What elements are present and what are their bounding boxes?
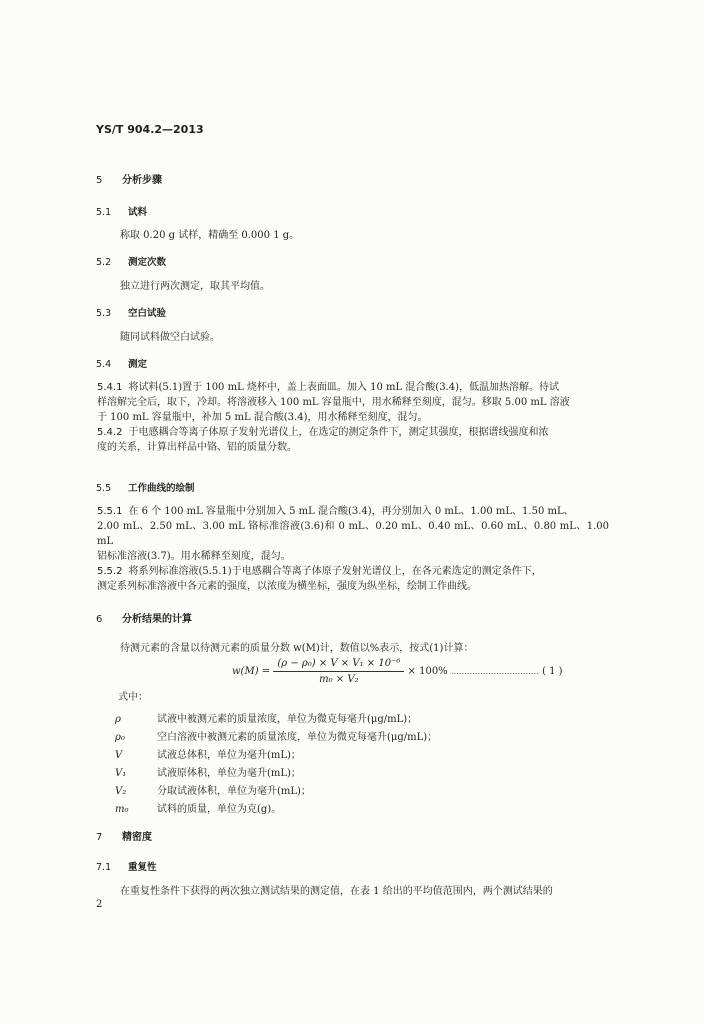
def-rho: ρ 试液中被测元素的质量浓度，单位为微克每毫升(μg/mL)； (115, 714, 418, 725)
section-7-heading: 7 精密度 (96, 832, 152, 843)
formula-label: ( 1 ) (542, 666, 563, 677)
section-5-3-heading: 5.3 空白试验 (96, 308, 167, 319)
page-number: 2 (96, 899, 103, 910)
where-label: 式中： (118, 692, 148, 703)
paragraph-5-4-1: 5.4.1 将试料(5.1)置于 100 mL 烧杯中，盖上表面皿。加入 10 mL 混合酸(3.4)，低温加热溶解。待试 样溶解完全后，取下，冷却。将溶液移入 100 mL 容量瓶中，用水稀释至刻度，混匀。移取 5.00 mL 溶液 于 100 mL 容量瓶中，补加 5 mL 混合酸(3.4)，用水稀释至刻度，混匀。 5.4.2 于电感耦合等离子体原子发射光谱仪上，在选定的测定条件下，测定其强度，根据谱线强度和浓 度的关系，计算出样品中铬、铝的质量分数。 (97, 382, 570, 453)
section-5-2-heading: 5.2 测定次数 (96, 257, 167, 268)
formula-1 (232, 658, 563, 685)
def-v: V 试液总体积，单位为毫升(mL)； (115, 750, 301, 761)
paragraph-5-5-1: 5.5.1 在 6 个 100 mL 容量瓶中分别加入 5 mL 混合酸(3.4)，再分别加入 0 mL、1.00 mL、1.50 mL、 2.00 mL、2.50 mL、3.00 mL 铬标准溶液(3.6)和 0 mL、0.20 mL、0.40 mL、0.60 mL、0.80 mL、1.00 mL 铝标准溶液(3.7)。用水稀释至刻度，混匀。 5.5.2 将系列标准溶液(5.5.1)于电感耦合等离子体原子发射光谱仪上，在各元素选定的测定条件下， 测定系列标准溶液中各元素的强度，以浓度为横坐标，强度为纵坐标，绘制工作曲线。 (97, 506, 609, 592)
formula-tail: × 100% (407, 666, 448, 677)
section-5-1-text: 称取 0.20 g 试样，精确至 0.000 1 g。 (120, 230, 300, 241)
section-6-heading: 6 分析结果的计算 (96, 614, 192, 625)
def-v2: V₂ 分取试液体积，单位为毫升(mL)； (115, 786, 311, 797)
formula-numerator: (ρ − ρ₀) × V × V₁ × 10⁻⁶ (273, 658, 404, 672)
section-5-2-text: 独立进行两次测定，取其平均值。 (120, 281, 270, 292)
def-m0: m₀ 试料的质量，单位为克(g)。 (115, 804, 282, 815)
section-7-1-heading: 7.1 重复性 (96, 862, 157, 873)
def-v1: V₁ 试液原体积，单位为毫升(mL)； (115, 768, 301, 779)
section-5-heading: 5 分析步骤 (96, 175, 162, 186)
formula-fraction (273, 658, 404, 685)
section-5-1-heading: 5.1 试料 (96, 207, 148, 218)
section-5-5-heading: 5.5 工作曲线的绘制 (96, 483, 195, 494)
section-7-1-text: 在重复性条件下获得的两次独立测试结果的测定值，在表 1 给出的平均值范围内，两个测试结果的 (120, 886, 553, 897)
formula-denominator: m₀ × V₂ (319, 674, 359, 685)
formula-leader: …………………………… (450, 667, 539, 676)
section-5-4-heading: 5.4 测定 (96, 359, 148, 370)
standard-code-header: YS/T 904.2—2013 (96, 123, 204, 136)
section-6-intro: 待测元素的含量以待测元素的质量分数 w(M)计，数值以%表示，按式(1)计算： (120, 643, 474, 654)
def-rho0: ρ₀ 空白溶液中被测元素的质量浓度，单位为微克每毫升(μg/mL)； (115, 732, 438, 743)
formula-lhs: w(M) = (232, 666, 271, 677)
section-5-3-text: 随同试料做空白试验。 (120, 332, 220, 343)
